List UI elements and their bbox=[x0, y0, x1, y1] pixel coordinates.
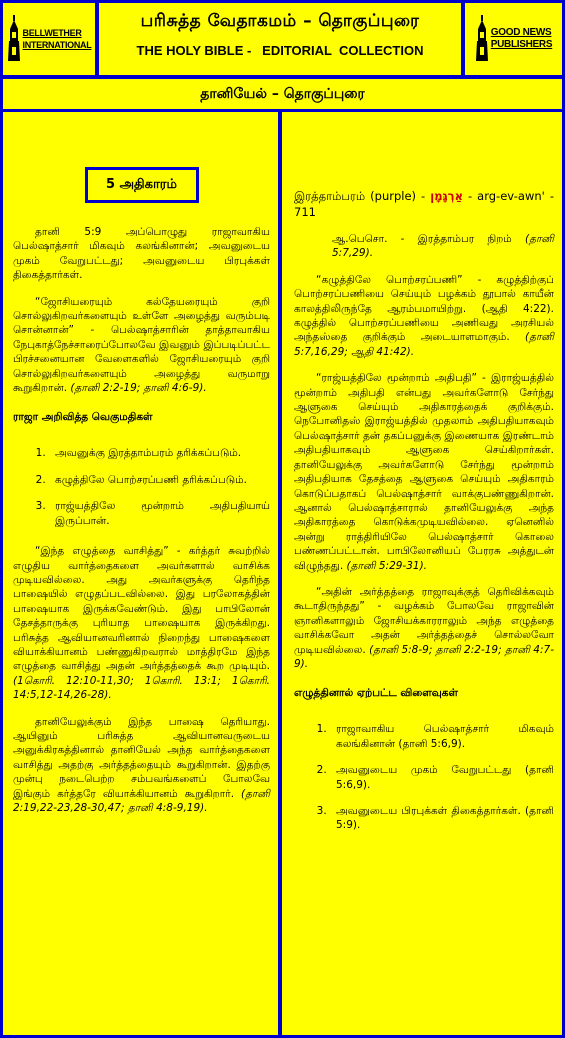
scripture-reference: (தானி 5:7,16,29; ஆதி 41:42). bbox=[294, 331, 554, 358]
header-title-english: THE HOLY BIBLE - EDITORIAL COLLECTION bbox=[136, 43, 424, 58]
verse-paragraph: தானி 5:9 அப்பொழுது ராஜாவாகிய பெல்ஷாத்சார் மிகவும் கலங்கினான்; அவனுடைய முகம் வேறுபட்டது; அவனுடைய பிரபுக்கள் திகைத்தார்கள். bbox=[13, 226, 270, 282]
hebrew-word: אַרְגָּמָן bbox=[430, 189, 463, 203]
commentary-paragraph bbox=[294, 585, 554, 671]
commentary-text: “ராஜ்யத்திலே மூன்றாம் அதிபதி” - இராஜ்யத்தில் மூன்றாம் அதிபதி என்பது அவர்களோடு சேர்ந்து ஆளுகை செய்யும் அதிகாரத்தைக் குறிக்கும். நெபோனிதஸ் இராஜ்யத்தில் முதலாம் அதிபதியாகவும் பெல்ஷாத்சார் தன் தகப்பனுக்கு இணையாக இரண்டாம் அதிபதியாகவும் ஆளுகை செய்கிறார்கள். தானியேலுக்கு அவர்களோடு சேர்ந்து மூன்றாம் அதிபதியாக தேசத்தை ஆளுகை செய்யும் அதிகாரம் கொடுப்பதாகப் பெல்ஷாத்சார் வாக்குபண்ணுகிறான். ஆனால் பெல்ஷாத்சாரால் தானியேலுக்கு அந்த அதிகாரத்தை கொடுக்கமுடியவில்லை. ஏனெனில் அன்று ராத்திரியிலே பெல்ஷாத்சார் கொலை பண்ணப்பட்டான். பாபிலோனியப் பேரரசு அத்துடன் விழுந்தது. bbox=[294, 372, 554, 572]
list-item: 3. ராஜ்யத்திலே மூன்றாம் அதிபதியாய் இருப்பான். bbox=[49, 499, 270, 528]
list-item: 2. அவனுடைய முகம் வேறுபட்டது (தானி 5:6,9). bbox=[330, 763, 554, 792]
chapter-title-bar bbox=[3, 79, 562, 109]
definition-text: ஆ.பெசொ. - இரத்தாம்பர நிறம் bbox=[332, 233, 512, 245]
scripture-reference: (தானி 5:7,29). bbox=[332, 233, 554, 260]
left-column bbox=[3, 112, 278, 1035]
commentary-text: “கழுத்திலே பொற்சரப்பணி” - கழுத்திற்குப் பொற்சரப்பணியை செய்யும் பழக்கம் தூபால் காயீன் காலத்திலிருந்தே ஆரம்பமாயிற்று. (ஆதி 4:22). கழுத்தில் பொற்சரப்பணியை அணிவது அரசியல் அந்தஸ்தை குறிக்கும் அடையாளமாகும். bbox=[294, 273, 554, 344]
scripture-reference: (தானி 5:29-31). bbox=[346, 559, 428, 572]
rewards-list bbox=[13, 446, 270, 528]
list-item: 3. அவனுடைய பிரபுக்கள் திகைத்தார்கள். (தானி 5:9). bbox=[330, 804, 554, 833]
definition-paragraph bbox=[294, 232, 554, 261]
commentary-text: தானியேலுக்கும் இந்த பாஷை தெரியாது. ஆயினும் பரிசுத்த ஆவியானவருடைய அனுக்கிரகத்தினால் தானியேல் அந்த வார்த்தைகளை வாசித்து அதற்கு அர்த்தத்தையும் கூறுகிறான். இதற்கு முன்பு நடைபெற்ற சம்பவங்களைப் போலவே இங்கும் கர்த்தரே வியாக்கியானம் கூறுகிறார். bbox=[13, 715, 270, 800]
commentary-text: “ஜோசியரையும் கல்தேயரையும் குறி சொல்லுகிறவர்களையும் உள்ளே அழைத்து வரும்படி சொன்னான்” - பெல்ஷாத்சாரின் தாத்தாவாகிய நேபுகாத்நேச்சாரைப்போலவே இவனும் இப்படிப்பட்ட பிரச்சனையான வேளைகளில் ஜோசியரையும் குறி சொல்லுகிறவர்களையும் அழைத்து வருமாறு கூறுகிறான். bbox=[13, 295, 270, 395]
logo-left-line1: BELLWETHER bbox=[22, 28, 82, 38]
page-header bbox=[99, 3, 461, 75]
logo-left-line2: INTERNATIONAL bbox=[22, 40, 92, 50]
scripture-reference: (தானி 5:8-9; தானி 2:2-19; தானி 4:7-9). bbox=[294, 643, 554, 670]
logo-right-line2: PUBLISHERS bbox=[490, 39, 553, 50]
effects-heading: எழுத்தினால் ஏற்பட்ட விளைவுகள் bbox=[294, 687, 458, 700]
right-column bbox=[282, 112, 562, 1035]
word-study-entry bbox=[294, 188, 554, 220]
scripture-reference: (தானி 2:19,22-23,28-30,47; தானி 4:8-9,19). bbox=[13, 787, 270, 814]
commentary-text: “இந்த எழுத்தை வாசித்து” - கர்த்தர் சுவற்றில் எழுதிய வார்த்தைகளை அவர்களால் வாசிக்க முடியவில்லை. அது அவர்களுக்கு தெரிந்த பாஷையில் எழுதப்படவில்லை. இது பரலோகத்தின் பாஷையாக இருக்கவேண்டும். இது பாபிலோன் தேசத்தாருக்கு புரியாத பாஷையாக இருக்கிறது. பரிசுத்த ஆவியானவரினால் நிறைந்து பாஷைகளை வியாக்கியானம் பண்ணுகிறவரால் மாத்திரமே இந்த எழுத்தை வாசித்து அதன் அர்த்தத்தைக் கூற முடியும். bbox=[13, 545, 270, 673]
list-item: 1. அவனுக்கு இரத்தாம்பரம் தரிக்கப்படும். bbox=[49, 446, 270, 460]
commentary-paragraph bbox=[13, 715, 270, 816]
list-item: 1. ராஜாவாகிய பெல்ஷாத்சார் மிகவும் கலங்கினான் (தானி 5:6,9). bbox=[330, 722, 554, 751]
rewards-heading: ராஜா அறிவித்த வெகுமதிகள் bbox=[13, 411, 153, 424]
good-news-publishers-logo bbox=[465, 3, 562, 75]
chapter-title: தானியேல் – தொகுப்புரை bbox=[200, 86, 365, 102]
entry-word: இரத்தாம்பரம் (purple) - bbox=[294, 189, 426, 203]
bellwether-logo bbox=[3, 3, 95, 75]
commentary-paragraph bbox=[294, 273, 554, 359]
commentary-paragraph bbox=[13, 295, 270, 396]
scripture-reference: (தானி 2:2-19; தானி 4:6-9). bbox=[70, 382, 207, 395]
scripture-reference: (1கொரி. 12:10-11,30; 1கொரி. 13:1; 1கொரி. 14:5,12-14,26-28). bbox=[13, 674, 270, 702]
commentary-paragraph bbox=[294, 371, 554, 573]
effects-list bbox=[294, 722, 554, 832]
logo-right-line1: GOOD NEWS bbox=[490, 27, 552, 38]
list-item: 2. கழுத்திலே பொற்சரப்பணி தரிக்கப்படும். bbox=[49, 473, 270, 487]
commentary-paragraph bbox=[13, 544, 270, 702]
bell-tower-icon bbox=[7, 15, 21, 63]
chapter-number-box: 5 அதிகாரம் bbox=[85, 167, 199, 203]
header-title-tamil: பரிசுத்த வேதாகமம் – தொகுப்புரை bbox=[140, 11, 420, 31]
entry-transliteration: - arg-ev-awn' - 711 bbox=[294, 189, 555, 219]
commentary-text: “அதின் அர்த்தத்தை ராஜாவுக்குத் தெரிவிக்கவும் கூடாதிருந்தது” - வழக்கம் போலவே ராஜாவின் ஞானிகளாலும் ஜோசியக்காரராலும் அந்த எழுத்தை வாசிக்கவோ அதன் அர்த்தத்தைச் சொல்லவோ முடியவில்லை. bbox=[294, 585, 554, 656]
bell-tower-icon bbox=[475, 15, 489, 63]
